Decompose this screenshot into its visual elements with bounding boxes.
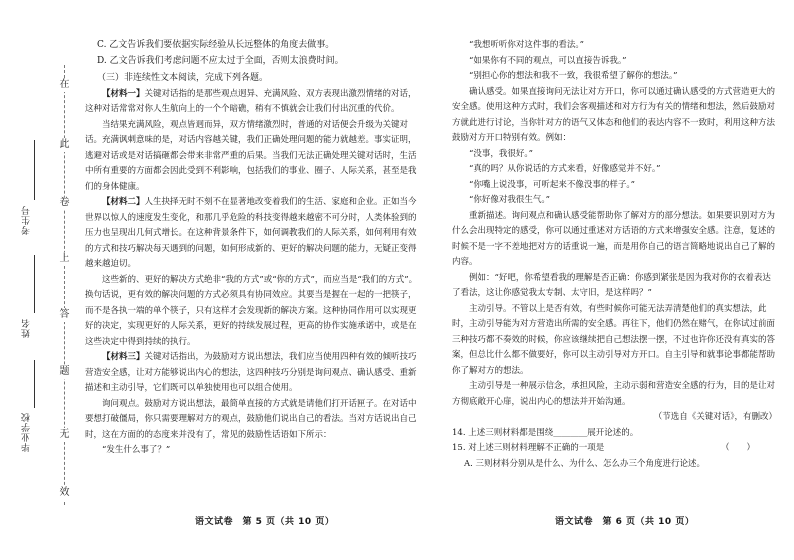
seal-char: 卷 bbox=[59, 197, 70, 208]
seal-char: 上 bbox=[59, 253, 70, 264]
option-c: C. 乙文告诉我们要依据实际经验从长远整体的角度去做事。 bbox=[97, 40, 335, 50]
question-14: 14. 上述三则材料都是围绕________展开论述的。 bbox=[452, 427, 639, 438]
quote-line: “如果你有不同的观点，可以直接告诉我。” bbox=[469, 55, 627, 66]
quote-line: “别担心你的想法和我不一致，我很希望了解你的想法。” bbox=[469, 71, 678, 81]
seal-char: 效 bbox=[59, 487, 70, 498]
material-1-tag: 【材料一】 bbox=[102, 88, 145, 99]
exam-page-5 bbox=[85, 38, 420, 459]
name-label: 姓名 bbox=[22, 318, 32, 338]
restate-paragraph: 重新描述。询问观点和确认感受能帮助你了解对方的部分想法。如果要识别对方为什么会出现特定的感受，你可以通过重述对方话语的方式来增强安全感。注意，复述的时候不是一字不差地把对方的话重说一遍，而是用你自己的语言简略地说出自己了解的内容。 bbox=[452, 210, 776, 267]
source-note: （节选自《关键对话》，有删改） bbox=[653, 412, 777, 422]
question-15: 15. 对上述三则材料理解不正确的一项是 （ ） bbox=[452, 441, 777, 457]
section-title: （三）非连续性文本阅读，完成下列各题。 bbox=[97, 73, 269, 83]
guide-paragraph-2: 主动引导是一种展示信念，承担风险，主动示弱和营造安全感的行为，目的是让对方彻底敞开心扉，说出内心的想法并开始沟通。 bbox=[452, 381, 776, 407]
quote-line: “你好像对我很生气。” bbox=[469, 195, 550, 205]
confirm-feelings-paragraph: 确认感受。如果直接询问无法让对方开口，你可以通过确认感受的方式营造更大的安全感。使用这种方式时，我们会客观描述和对方行为有关的情绪和想法，然后鼓励对方就此进行讨论，当你针对方的语气又体态和他们的表达内容不一致时，利用这种方法鼓励对方开口特别有效。例如： bbox=[452, 86, 776, 143]
guide-paragraph-1: 主动引导。不管以上是否有效，有些时候你可能无法弄清楚他们的真实想法，此时，主动引导能为对方营造出所需的安全感。再往下，他们仍然在赌气，在你试过前面三种技巧都不奏效的时候，你应该继续把自己想法摆一摆，不过也许你还没有真实的答案，但总比什么都不做要好，你可以主动引导对方开口。自主引导和就事论事都能帮助你了解对方的想法。 bbox=[452, 303, 776, 376]
quote-line: “你嘴上说没事，可听起来不像没事的样子。” bbox=[469, 179, 635, 190]
seal-char: 答 bbox=[59, 309, 70, 320]
seal-char: 无 bbox=[59, 429, 70, 440]
option-d: D. 乙文告诉我们考虑问题不应太过于全面，否则太浪费时间。 bbox=[97, 55, 344, 66]
material-3-paragraph-2: 询问观点。鼓励对方说出想法，最简单直接的方式就是请他们打开话匣子。在对话中要想打破僵局，你只需要理解对方的观点，鼓励他们说出自己的看法。当对方话说出自己时，这在方面的的态度来并没有了，常见的鼓励性话语如下所示： bbox=[85, 398, 417, 440]
quote-line: “没事，我很好。” bbox=[469, 148, 533, 159]
material-2-paragraph-2: 这些新的、更好的解决方式绝非“我的方式”或“你的方式”，而应当是“我们的方式”。换句话说，更有效的解决问题的方式必须具有协同效应。其要当是握在一起的一把筷子，而不是各执一端的单个筷子，只有这样才会发现新的解决方案。这种协同作用可以实现更好的决定，实现更好的人际关系，更好的持续发展过程，更高的协作实施承诺中，或是在这些决定中得到持续的执行。 bbox=[85, 274, 418, 347]
exam-page-6 bbox=[452, 38, 777, 472]
quote-line: “我想听听你对这件事的看法。” bbox=[469, 40, 584, 50]
material-3-tag: 【材料三】 bbox=[102, 352, 145, 362]
seal-char: 在 bbox=[59, 79, 70, 90]
name-line bbox=[34, 255, 35, 313]
school-line bbox=[34, 360, 35, 408]
seal-char: 此 bbox=[59, 139, 70, 150]
material-1-paragraph-2: 当结果充满风险，观点皆迥而异，双方情绪激烈时，普通的对话便会升级为关键对话。充满讽刺意味的是，对话内容越关键，我们正确处理问题的能力就越差。事实证明，逃避对话或是对话搞砸都会带来非常严重的后果。当我们无法正确处理关键对话时，生活中所有重要的方面都会因此受到不利影响，包括我们的事业、圈子、人际关系，甚至是我们的身体健康。 bbox=[85, 119, 417, 192]
candidate-number-label: 考生号 bbox=[22, 205, 32, 235]
binding-margin bbox=[0, 0, 80, 560]
page-footer-5: 语文试卷 第 5 页（共 10 页） bbox=[195, 517, 335, 527]
candidate-number-line bbox=[34, 140, 35, 200]
quote-line: “发生什么事了？” bbox=[102, 445, 171, 455]
page-footer-6: 语文试卷 第 6 页（共 10 页） bbox=[555, 517, 695, 527]
answer-parentheses: （ ） bbox=[720, 443, 755, 453]
example-paragraph: 例如：“好吧，你希望看我的理解是否正确：你感到紧张是因为我对你的衣着表达了看法，这让你感觉我太专制、太守旧，是这样吗？” bbox=[452, 272, 771, 298]
material-1-paragraph-1: 【材料一】关键对话指的是那些观点迥异、充满风险、双方表现出激烈情绪的对话，这种对话常常对你人生航向上的一个个暗礁，稍有不慎就会让我们付出沉重的代价。 bbox=[85, 88, 417, 114]
school-label: 毕业学校 bbox=[22, 412, 32, 452]
material-2-paragraph-1: 【材料二】人生抉择无时不刻不在显著地改变着我们的生活、家庭和企业。正如当今世界以惊人的速度发生变化，和那几乎危险的科技变得越来越密不可分时，人类体验到的压力也呈现出几何式增长。在这种背景条件下，如何调教我们的人际关系，如何利用有效的方式和技巧解决每天遇到的问题，如何形成新的、更好的解决问题的能力，无疑正变得越来越迫切。 bbox=[85, 197, 417, 269]
seal-char: 题 bbox=[59, 366, 70, 377]
question-15-option-a: A. 三则材料分别从是什么、为什么、怎么办三个角度进行论述。 bbox=[464, 458, 706, 469]
quote-line: “真的吗？从你说话的方式来看，好像感觉并不好。” bbox=[469, 164, 661, 174]
material-2-tag: 【材料二】 bbox=[102, 197, 145, 207]
material-3-paragraph-1: 【材料三】关键对话指出，为鼓励对方说出想法，我们应当使用四种有效的倾听技巧营造安全感，让对方能够说出内心的想法，这四种技巧分别是询问观点、确认感受、重新描述和主动引导，它们既可以单独使用也可以组合使用。 bbox=[85, 352, 417, 393]
